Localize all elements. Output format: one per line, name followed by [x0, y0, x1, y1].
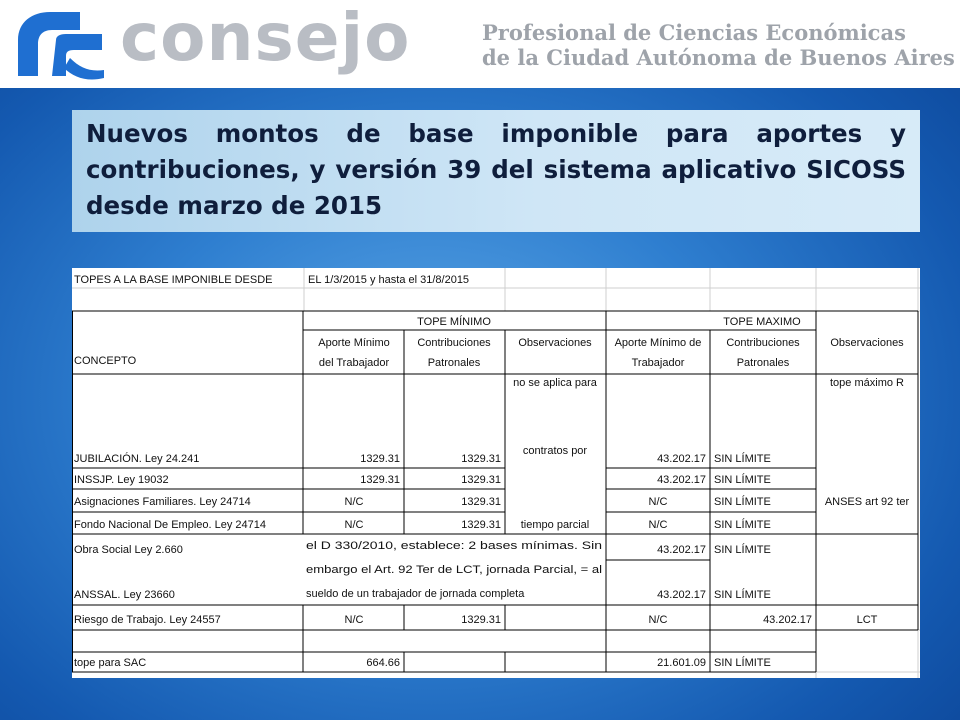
row-contrib-min: 1329.31: [461, 614, 501, 626]
row-aporte-min: N/C: [344, 519, 364, 531]
row-contrib-min: 1329.31: [461, 453, 501, 465]
organization-name: [482, 20, 955, 70]
slide-title: Nuevos montos de base imponible para aportes y contribuciones, y versión 39 del sistema aplicativo SICOSS desde marzo de 2015: [86, 119, 906, 220]
row-concept: Fondo Nacional De Empleo. Ley 24714: [74, 519, 267, 531]
row-aporte-max: N/C: [648, 496, 668, 508]
row-contrib-max: 43.202.17: [763, 614, 812, 626]
row-concept: tope para SAC: [74, 657, 147, 669]
sub-header-aporte-min-1: Aporte Mínimo: [318, 337, 390, 349]
row-contrib-min: 1329.31: [461, 519, 501, 531]
sub-header-contrib-min-1: Contribuciones: [417, 337, 491, 349]
organization-name-line2: de la Ciudad Autónoma de Buenos Aires: [482, 45, 955, 70]
sub-header-contrib-min-2: Patronales: [427, 357, 481, 369]
row-concept: Obra Social Ley 2.660: [74, 544, 183, 556]
table-row-riesgo-trabajo: [74, 614, 812, 626]
sub-header-aporte-max-2: Trabajador: [631, 357, 685, 369]
row-contrib-max: SIN LÍMITE: [714, 544, 771, 556]
row-aporte-max: 43.202.17: [657, 589, 706, 601]
row-aporte-max: 43.202.17: [657, 544, 706, 556]
row-contrib-max: SIN LÍMITE: [714, 496, 771, 508]
row-aporte-min: 1329.31: [360, 453, 400, 465]
period-label: EL 1/3/2015 y hasta el 31/8/2015: [308, 274, 470, 286]
topes-label: TOPES A LA BASE IMPONIBLE DESDE: [74, 274, 273, 286]
title-box: [72, 110, 920, 232]
tope-minimo-header: TOPE MÍNIMO: [417, 316, 491, 328]
row-concept: JUBILACIÓN. Ley 24.241: [74, 453, 200, 465]
obs-max-line3: LCT: [856, 614, 878, 626]
row-contrib-max: SIN LÍMITE: [714, 474, 771, 486]
row-aporte-max: 43.202.17: [657, 474, 706, 486]
row-aporte-max: N/C: [648, 614, 668, 626]
brand-wordmark: consejo: [120, 0, 411, 76]
row-concept: Riesgo de Trabajo. Ley 24557: [74, 614, 221, 626]
sub-header-aporte-max-1: Aporte Mínimo de: [614, 337, 702, 349]
row-aporte-max: 21.601.09: [657, 657, 706, 669]
row-contrib-max: SIN LÍMITE: [714, 453, 771, 465]
table-row-fondo-empleo: [74, 518, 771, 531]
obs-max-line2: ANSES art 92 ter: [824, 496, 910, 508]
tope-maximo-header: TOPE MAXIMO: [723, 316, 801, 328]
row-aporte-max: 43.202.17: [657, 453, 706, 465]
table-row-inssjp: [74, 473, 771, 486]
merged-note-line3: sueldo de un trabajador de jornada completa: [306, 588, 525, 600]
sub-header-obs-max: Observaciones: [830, 337, 904, 349]
row-contrib-max: SIN LÍMITE: [714, 519, 771, 531]
sub-header-contrib-max-2: Patronales: [736, 357, 790, 369]
row-aporte-min: N/C: [344, 614, 364, 626]
sub-header-contrib-max-1: Contribuciones: [726, 337, 800, 349]
row-concept: INSSJP. Ley 19032: [74, 474, 169, 486]
row-contrib-max: SIN LÍMITE: [714, 589, 771, 601]
row-aporte-min: N/C: [344, 496, 364, 508]
merged-note-line1: el D 330/2010, establece: 2 bases mínimas. Sin: [306, 540, 602, 552]
merged-note-line2: embargo el Art. 92 Ter de LCT, jornada Parcial, = al: [306, 564, 602, 576]
organization-name-line1: Profesional de Ciencias Económicas: [482, 20, 906, 45]
concepto-header: CONCEPTO: [74, 355, 137, 367]
row-aporte-max: N/C: [648, 519, 668, 531]
row-concept: ANSSAL. Ley 23660: [74, 589, 175, 601]
obs-min-line3: tiempo parcial: [520, 519, 590, 531]
table-row-jubilacion: [74, 452, 771, 465]
obs-max-line1: tope máximo R: [830, 377, 904, 389]
row-contrib-min: 1329.31: [461, 496, 501, 508]
consejo-logo-icon: [10, 6, 110, 82]
obs-min-line2: contratos por: [522, 445, 588, 457]
table-row-asignaciones: [74, 495, 771, 508]
row-concept: Asignaciones Familiares. Ley 24714: [74, 496, 251, 508]
row-aporte-min: 664.66: [366, 657, 400, 669]
row-contrib-min: 1329.31: [461, 474, 501, 486]
obs-min-line1: no se aplica para: [513, 377, 597, 389]
row-aporte-min: 1329.31: [360, 474, 400, 486]
row-contrib-max: SIN LÍMITE: [714, 657, 771, 669]
sub-header-obs-min: Observaciones: [518, 337, 592, 349]
spreadsheet-image: [72, 268, 920, 678]
table-row-sac: [74, 656, 771, 669]
header-bar: [0, 0, 960, 88]
spreadsheet-table: [72, 268, 920, 678]
sub-header-aporte-min-2: del Trabajador: [318, 357, 390, 369]
